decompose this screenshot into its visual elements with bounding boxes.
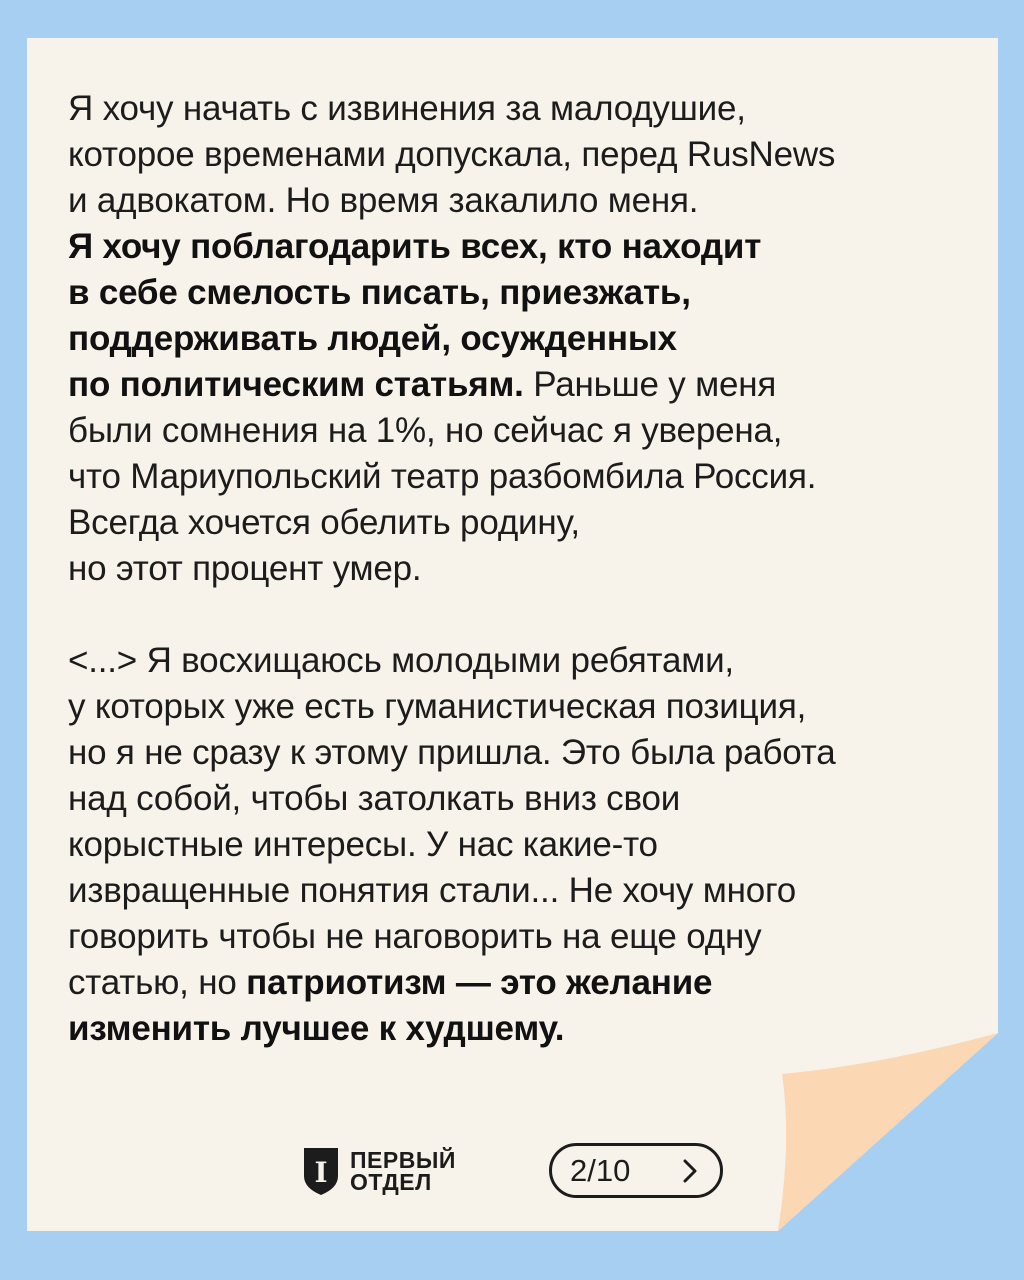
page-counter: 2/10 xyxy=(570,1152,631,1188)
text-line: которое временами допускала, перед RusNews xyxy=(68,135,836,174)
text-line: были сомнения на 1%, но сейчас я уверена, xyxy=(68,411,783,450)
text-line: говорить чтобы не наговорить на еще одну xyxy=(68,917,762,956)
text-line xyxy=(68,316,958,362)
bold-text: Я хочу поблагодарить всех, кто находит xyxy=(68,227,762,266)
text-line xyxy=(68,224,958,270)
bold-text: изменить лучшее к худшему. xyxy=(68,1009,565,1048)
text-line: корыстные интересы. У нас какие-то xyxy=(68,825,658,864)
text-line: извращенные понятия стали... Не хочу много xyxy=(68,871,797,910)
bold-text: патриотизм — это желание xyxy=(246,963,713,1002)
regular-text: статью, но xyxy=(68,963,247,1002)
logo-line-1: ПЕРВЫЙ xyxy=(350,1147,456,1173)
logo-wordmark xyxy=(350,1149,456,1193)
logo-line-2: ОТДЕЛ xyxy=(350,1169,432,1195)
logo-letter: I xyxy=(314,1156,328,1189)
text-line xyxy=(68,362,958,408)
brand-logo[interactable] xyxy=(300,1146,456,1196)
chevron-right-icon xyxy=(682,1159,698,1183)
article-text xyxy=(68,86,958,1052)
paragraph-gap xyxy=(68,592,958,638)
text-line: Я хочу начать с извинения за малодушие, xyxy=(68,89,746,128)
text-line xyxy=(68,960,958,1006)
bold-text: по политическим статьям. xyxy=(68,365,524,404)
text-line: но этот процент умер. xyxy=(68,549,422,588)
regular-text: Раньше у меня xyxy=(523,365,777,404)
text-line: Всегда хочется обелить родину, xyxy=(68,503,580,542)
text-line: над собой, чтобы затолкать вниз свои xyxy=(68,779,681,818)
text-line xyxy=(68,270,958,316)
bold-text: в себе смелость писать, приезжать, xyxy=(68,273,691,312)
text-line: у которых уже есть гуманистическая позиция, xyxy=(68,687,807,726)
text-line: что Мариупольский театр разбомбила Россия. xyxy=(68,457,817,496)
text-line: <...> Я восхищаюсь молодыми ребятами, xyxy=(68,641,734,680)
text-line: но я не сразу к этому пришла. Это была работа xyxy=(68,733,836,772)
text-line xyxy=(68,1006,958,1052)
page-indicator[interactable] xyxy=(549,1143,723,1198)
bold-text: поддерживать людей, осужденных xyxy=(68,319,677,358)
shield-icon xyxy=(300,1146,342,1196)
text-line: и адвокатом. Но время закалило меня. xyxy=(68,181,699,220)
